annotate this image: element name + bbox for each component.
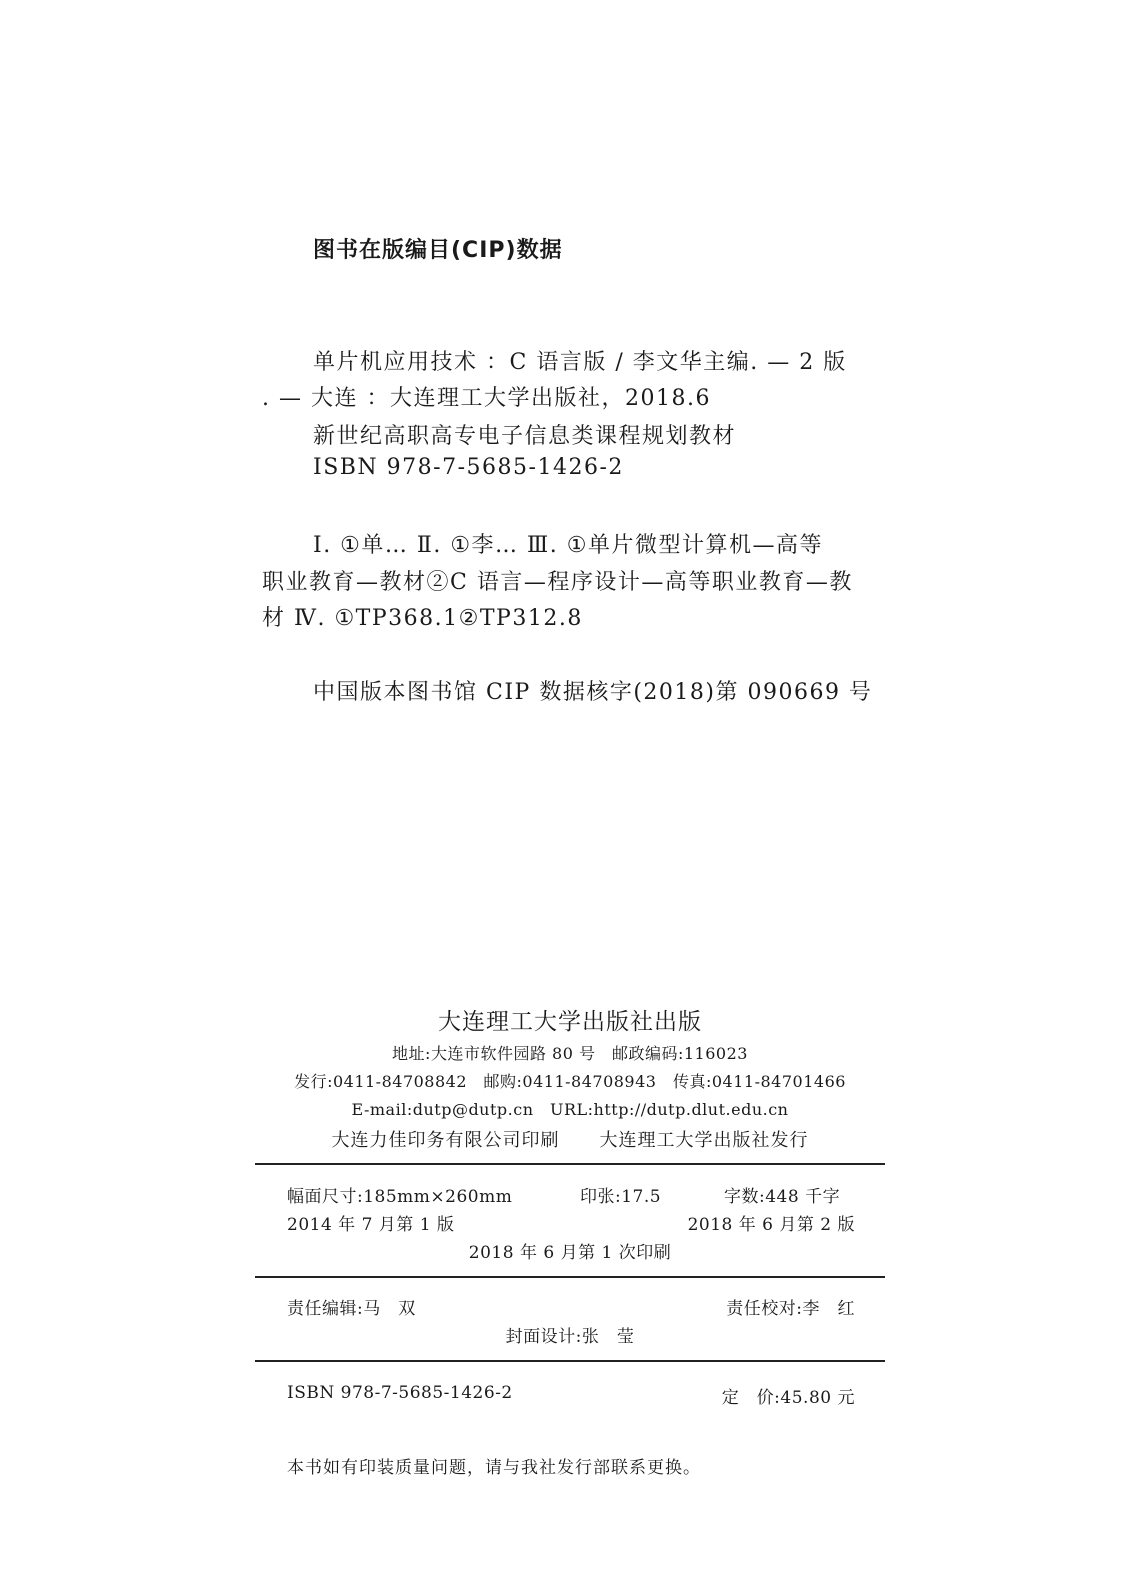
printer-name: 大连力佳印务有限公司印刷 (331, 1130, 560, 1151)
divider-bottom (255, 1360, 885, 1362)
footer-isbn: ISBN 978-7-5685-1426-2 (287, 1383, 513, 1403)
divider-top (255, 1163, 885, 1165)
cip-library-record: 中国版本图书馆 CIP 数据核字(2018)第 090669 号 (313, 680, 873, 705)
cip-heading: 图书在版编目(CIP)数据 (313, 238, 563, 263)
cip-subject-line-1: Ⅰ. ①单… Ⅱ. ①李… Ⅲ. ①单片微型计算机—高等 (313, 533, 823, 558)
divider-middle (255, 1276, 885, 1278)
quality-notice: 本书如有印装质量问题，请与我社发行部联系更换。 (287, 1458, 701, 1478)
cip-title-line: 单片机应用技术 ：C 语言版 / 李文华主编. — 2 版 (313, 350, 847, 375)
print-sheets: 印张:17.5 (580, 1187, 662, 1207)
distributor-name: 大连理工大学出版社发行 (599, 1130, 809, 1151)
cip-isbn-line: ISBN 978-7-5685-1426-2 (313, 455, 624, 480)
cip-series-line: 新世纪高职高专电子信息类课程规划教材 (313, 424, 737, 449)
word-count: 字数:448 千字 (724, 1187, 841, 1207)
publisher-address: 地址:大连市软件园路 80 号 邮政编码:116023 (392, 1044, 748, 1063)
printing-date: 2018 年 6 月第 1 次印刷 (468, 1243, 672, 1263)
cip-subject-line-3: 材 Ⅳ. ①TP368.1②TP312.8 (262, 606, 583, 631)
first-edition: 2014 年 7 月第 1 版 (287, 1215, 455, 1235)
responsible-editor: 责任编辑:马 双 (287, 1299, 416, 1319)
price: 定 价:45.80 元 (721, 1388, 855, 1408)
proofreader: 责任校对:李 红 (726, 1299, 855, 1319)
publisher-phones: 发行:0411-84708842 邮购:0411-84708943 传真:0411-84701466 (294, 1072, 846, 1091)
cip-publisher-line: . — 大连 ：大连理工大学出版社，2018.6 (262, 386, 711, 411)
cip-subject-line-2: 职业教育—教材②C 语言—程序设计—高等职业教育—教 (262, 570, 853, 595)
publisher-name: 大连理工大学出版社出版 (438, 1009, 702, 1035)
publisher-email-url: E-mail:dutp@dutp.cn URL:http://dutp.dlut.edu.cn (351, 1100, 789, 1119)
cover-designer: 封面设计:张 莹 (505, 1327, 635, 1347)
printer-distributor-line (0, 1126, 1128, 1152)
format-size: 幅面尺寸:185mm×260mm (287, 1187, 513, 1207)
second-edition: 2018 年 6 月第 2 版 (687, 1215, 855, 1235)
